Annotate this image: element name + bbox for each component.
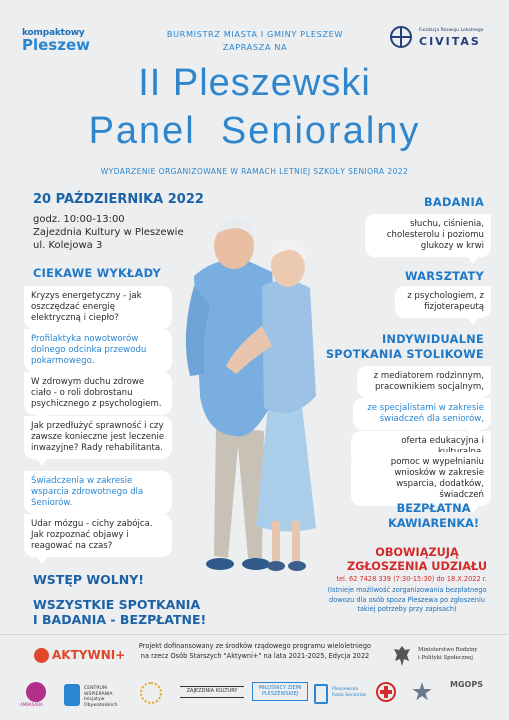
- senior-couple-photo: [176, 196, 346, 596]
- transport-note: (Istnieje możliwość zorganizowania bezpłatnego dowozu dla osób spoza Pleszewa po zgłoszeniu takiej potrzeby przy zapisach): [327, 586, 487, 613]
- partner-logo: [450, 682, 496, 710]
- partner-logo: [252, 682, 308, 710]
- registration-phone: tel. 62 7428 339 (7:30-15:30) do 18.X.2022 r.: [336, 575, 487, 583]
- council-icon: [314, 684, 328, 704]
- lecture-item: Profilaktyka nowotworów dolnego odcinka przewodu pokarmowego.: [24, 329, 172, 372]
- red-cross-icon: [376, 682, 396, 702]
- meeting-item: pomoc w wypełnianiu wniosków w zakresie wsparcia, dodatków, świadczeń: [351, 452, 491, 506]
- all-free-text: [33, 597, 206, 627]
- lectures-heading: CIEKAWE WYKŁADY: [33, 267, 161, 280]
- cafe-line-1: BEZPŁATNA: [396, 502, 471, 515]
- free-entry-text: WSTĘP WOLNY!: [33, 572, 144, 587]
- lecture-item: Świadczenia w zakresie wsparcia zdrowotnego dla Seniorów.: [24, 471, 172, 514]
- partner-name: MGOPS: [450, 680, 483, 689]
- partner-logo: [64, 682, 134, 710]
- logo-bottom-text: Pleszew: [22, 36, 90, 54]
- all-free-line-2: I BADANIA - BEZPŁATNE!: [33, 612, 207, 627]
- partner-logo: [412, 682, 436, 710]
- ministry-name: [418, 646, 477, 662]
- partner-name: MIŁOŚNICY ZIEMI PLESZEWSKIEJ: [252, 682, 308, 701]
- meetings-heading: [326, 332, 484, 362]
- ministry-logo: [393, 643, 503, 673]
- kompaktowy-pleszew-logo: [22, 28, 110, 52]
- globe-icon: [390, 26, 412, 48]
- workshops-text: z psychologiem, z fizjoterapeutą: [395, 286, 491, 318]
- registration-line-2: ZGŁOSZENIA UDZIAŁU: [346, 560, 487, 573]
- partner-logo: [314, 682, 366, 710]
- partner-name: AMBASADA: [20, 702, 43, 707]
- partner-name: CENTRUM WSPIERANIA Inicjatyw Obywatelskich: [84, 686, 118, 708]
- organizer-text: [140, 28, 370, 54]
- tests-text: słuchu, ciśnienia, cholesterolu i poziomu glukozy w krwi: [365, 214, 491, 257]
- aktywni-logo: [34, 648, 125, 663]
- ambasada-icon: [26, 682, 46, 702]
- civitas-name: CIVITAS: [419, 35, 481, 48]
- logo-top-text: kompaktowy: [22, 28, 85, 38]
- civitas-small-text: Fundacja Rozwoju Lokalnego: [419, 28, 484, 33]
- cafe-line-2: KAWIARENKA!: [388, 517, 479, 530]
- partner-logo: [180, 686, 244, 714]
- all-free-line-1: WSZYSTKIE SPOTKANIA: [33, 597, 201, 612]
- registration-line-1: OBOWIĄZUJĄ: [375, 546, 459, 559]
- tests-heading: BADANIA: [424, 196, 484, 209]
- partner-name: Pleszewska Rada Seniorów: [332, 687, 367, 698]
- event-venue: [33, 213, 184, 252]
- lecture-item: Udar mózgu - cichy zabójca. Jak rozpoznać objawy i reagować na czas?: [24, 514, 172, 557]
- partner-name: ZAJEZDNIA KULTURY: [180, 686, 244, 698]
- event-date: 20 PAŹDZIERNIKA 2022: [33, 192, 204, 207]
- cafe-text: [388, 501, 479, 531]
- partner-logo: [20, 682, 58, 710]
- page-subtitle: WYDARZENIE ORGANIZOWANE W RAMACH LETNIEJ SZKOŁY SENIORA 2022: [100, 167, 409, 176]
- meeting-item: oferta edukacyjna i: [351, 431, 491, 463]
- aktywni-emblem-icon: [34, 648, 49, 663]
- workshops-heading: WARSZTATY: [404, 270, 484, 283]
- meetings-heading-line-1: INDYWIDUALNE: [382, 333, 484, 346]
- page-title-line-1: II Pleszewski: [138, 62, 371, 104]
- ministry-line-1: Ministerstwo Rodziny: [418, 647, 478, 653]
- eagle-icon: [393, 645, 411, 667]
- meeting-item: z mediatorem rodzinnym, pracownikiem socjalnym,: [357, 366, 491, 398]
- lecture-item: Kryzys energetyczny - jak oszczędzać energię elektryczną i ciepło?: [24, 286, 172, 329]
- event-time: godz. 10:00-13:00: [33, 214, 125, 225]
- lecture-item: Jak przedłużyć sprawność i czy zawsze konieczne jest leczenie inwazyjne? Rady rehabilitanta.: [24, 416, 172, 459]
- partner-logo: [376, 682, 400, 710]
- hand-icon: [64, 684, 80, 706]
- police-star-icon: [412, 682, 432, 702]
- project-line-1: Projekt dofinansowany ze środków rządowego programu wieloletniego: [138, 642, 372, 650]
- event-venue-name: Zajezdnia Kultury w Pleszewie: [33, 227, 184, 238]
- aktywni-logo-text: AKTYWNI+: [52, 648, 126, 662]
- registration-heading: [347, 546, 487, 574]
- organizer-line-1: BURMISTRZ MIASTA I GMINY PLESZEW: [166, 29, 344, 39]
- project-line-2: na rzecz Osób Starszych "Aktywni+" na lata 2021-2025, Edycja 2022: [140, 651, 370, 660]
- project-funding-text: [130, 642, 380, 661]
- sun-icon: [140, 682, 162, 704]
- lecture-item: W zdrowym duchu zdrowe ciało - o roli dobrostanu psychicznego z psychologiem.: [24, 372, 172, 415]
- partner-logo: [140, 682, 168, 710]
- page-title-line-2: Panel Senioralny: [88, 110, 421, 152]
- civitas-logo: [390, 24, 495, 54]
- ministry-line-2: i Polityki Społecznej: [418, 655, 473, 661]
- event-address: ul. Kolejowa 3: [33, 240, 103, 251]
- meeting-item: ze specjalistami w zakresie świadczeń dla seniorów,: [353, 398, 491, 430]
- organizer-line-2: ZAPRASZA NA: [222, 42, 288, 52]
- meetings-heading-line-2: SPOTKANIA STOLIKOWE: [325, 348, 484, 361]
- partner-logos: [20, 682, 500, 712]
- footer-divider: [0, 634, 509, 635]
